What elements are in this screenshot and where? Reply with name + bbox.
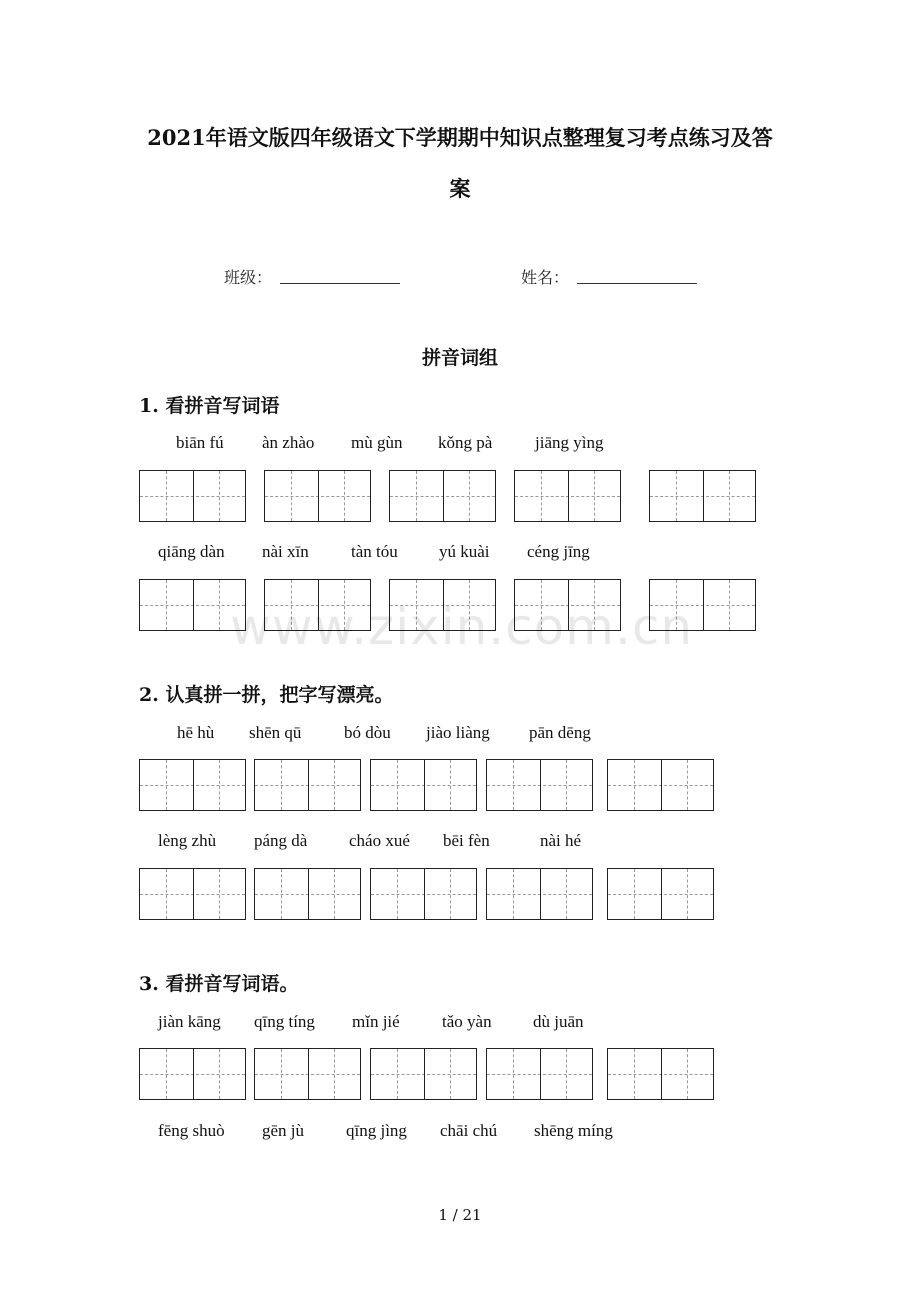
pinyin-label: yú kuài [439, 542, 490, 561]
pinyin-label: tǎo yàn [442, 1012, 492, 1031]
name-blank[interactable] [577, 283, 697, 284]
pinyin-label: mù gùn [351, 433, 403, 452]
writing-box[interactable] [139, 759, 246, 811]
writing-box[interactable] [139, 470, 246, 522]
class-blank[interactable] [280, 283, 400, 284]
pinyin-label: cháo xué [349, 831, 410, 850]
writing-box[interactable] [370, 1048, 477, 1100]
pinyin-label: qiāng dàn [158, 542, 225, 561]
writing-box[interactable] [370, 759, 477, 811]
writing-box[interactable] [254, 868, 361, 920]
pinyin-label: tàn tóu [351, 542, 398, 561]
class-label: 班级： [224, 268, 273, 287]
writing-box[interactable] [389, 470, 496, 522]
pinyin-label: qīng tíng [254, 1012, 315, 1031]
pinyin-label: fēng shuò [158, 1121, 225, 1140]
pinyin-label: páng dà [254, 831, 308, 850]
writing-box[interactable] [254, 1048, 361, 1100]
pinyin-label: qīng jìng [346, 1121, 407, 1140]
question-3-title: 3. 看拼音写词语。 [139, 973, 299, 995]
pinyin-label: nài xīn [262, 542, 309, 561]
writing-box[interactable] [607, 759, 714, 811]
writing-box[interactable] [514, 470, 621, 522]
writing-box[interactable] [370, 868, 477, 920]
writing-box[interactable] [486, 868, 593, 920]
watermark: www.zixin.com.cn [230, 598, 694, 656]
pinyin-label: pān dēng [529, 723, 591, 742]
pinyin-label: bó dòu [344, 723, 391, 742]
writing-box[interactable] [486, 759, 593, 811]
writing-box[interactable] [264, 470, 371, 522]
writing-box[interactable] [139, 1048, 246, 1100]
pinyin-label: shēn qū [249, 723, 302, 742]
writing-box[interactable] [254, 759, 361, 811]
pinyin-label: bēi fèn [443, 831, 490, 850]
writing-box[interactable] [607, 1048, 714, 1100]
pinyin-label: àn zhào [262, 433, 315, 452]
pinyin-label: jiāng yìng [535, 433, 604, 452]
question-2-title: 2. 认真拼一拼，把字写漂亮。 [139, 684, 394, 706]
section-title: 拼音词组 [421, 347, 498, 369]
pinyin-label: biān fú [176, 433, 224, 452]
pinyin-label: céng jīng [527, 542, 590, 561]
pinyin-label: jiào liàng [426, 723, 490, 742]
page-number: 1 / 21 [438, 1206, 482, 1224]
writing-box[interactable] [139, 868, 246, 920]
pinyin-label: jiàn kāng [158, 1012, 221, 1031]
pinyin-label: mǐn jié [352, 1012, 400, 1031]
pinyin-label: nài hé [540, 831, 582, 850]
pinyin-label: shēng míng [534, 1121, 613, 1140]
writing-box[interactable] [486, 1048, 593, 1100]
name-label: 姓名： [521, 268, 570, 287]
writing-box[interactable] [607, 868, 714, 920]
pinyin-label: chāi chú [440, 1121, 498, 1140]
writing-box[interactable] [649, 470, 756, 522]
pinyin-label: kǒng pà [438, 433, 493, 452]
pinyin-label: lèng zhù [158, 831, 217, 850]
pinyin-label: dù juān [533, 1012, 584, 1031]
question-1-title: 1. 看拼音写词语 [139, 395, 280, 417]
pinyin-label: hē hù [177, 723, 215, 742]
pinyin-label: gēn jù [262, 1121, 305, 1140]
document-title-line-1: 2021年语文版四年级语文下学期期中知识点整理复习考点练习及答 [147, 125, 773, 150]
document-title-line-2: 案 [449, 176, 471, 201]
